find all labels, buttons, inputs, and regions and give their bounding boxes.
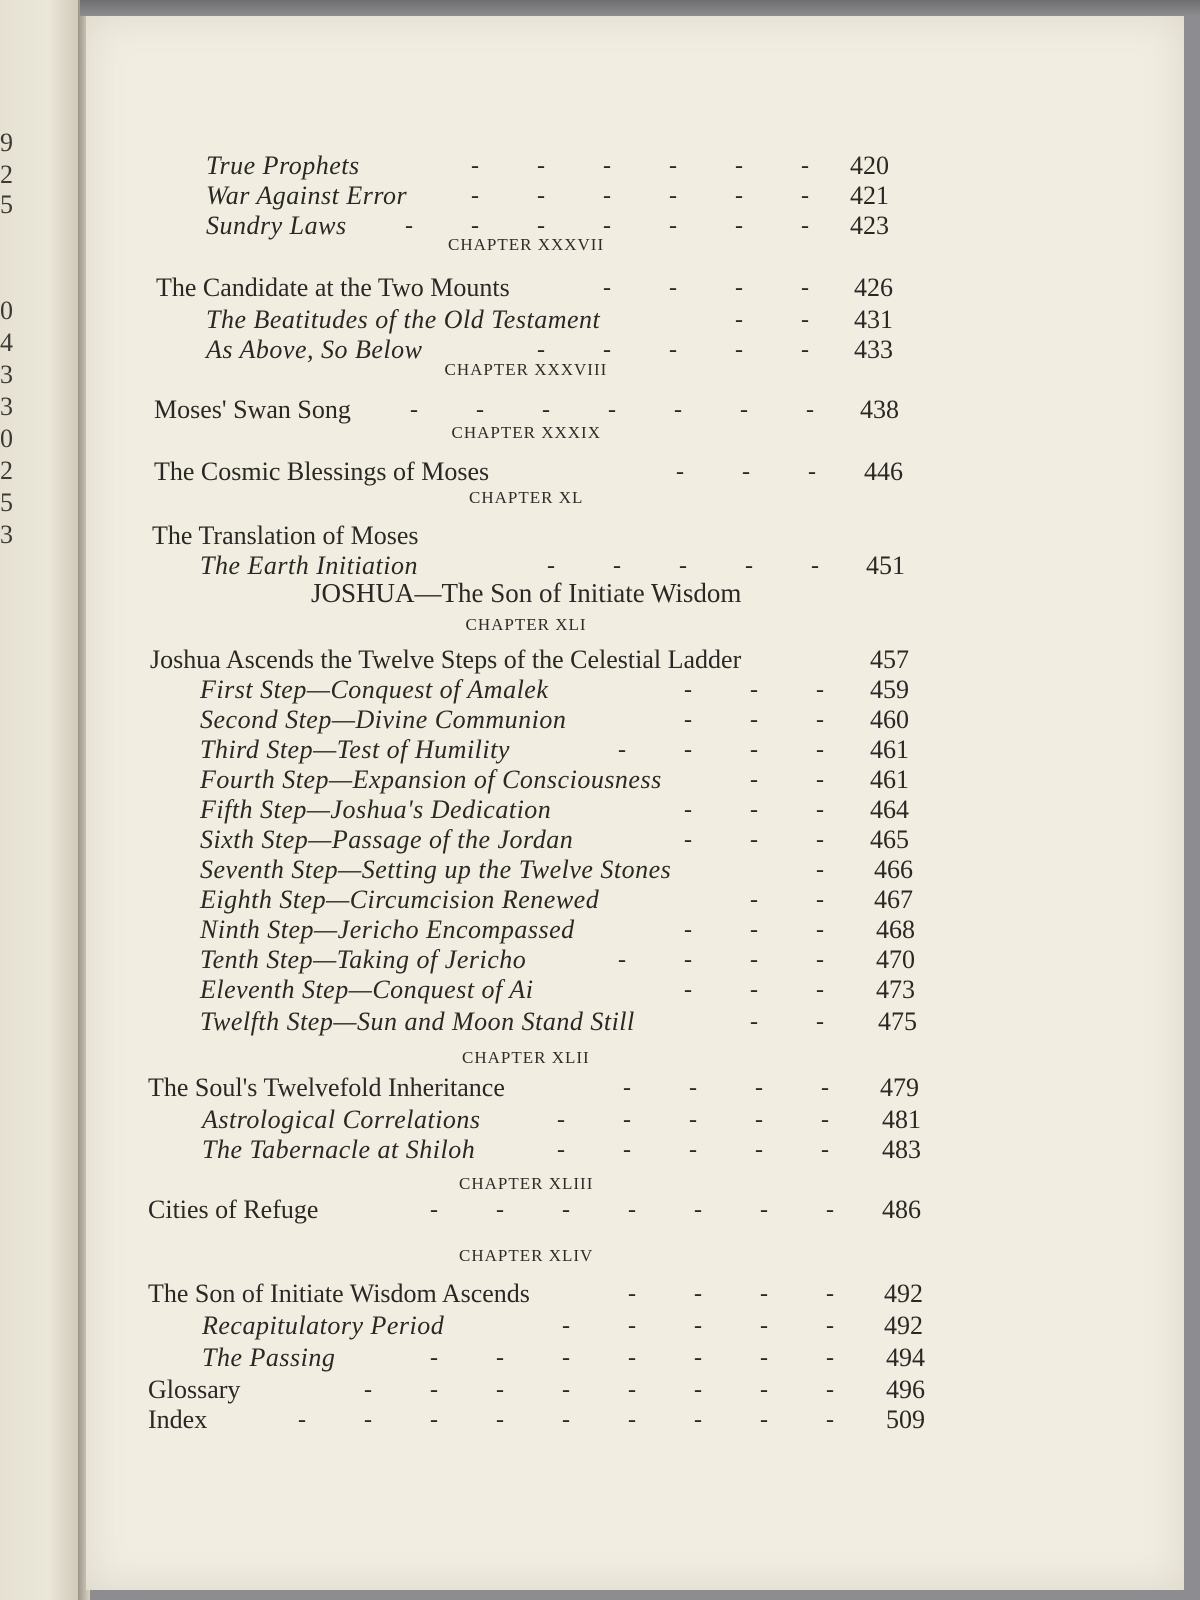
toc-entry: Fourth Step—Expansion of Consciousness - - 461: [200, 765, 909, 794]
toc-entry: War Against Error - - - - - - 421: [206, 181, 889, 210]
toc-page-number: 446: [864, 457, 903, 486]
toc-entry-title: Eighth Step—Circumcision Renewed: [200, 885, 600, 914]
toc-page-number: 426: [854, 273, 893, 302]
toc-entry: Glossary - - - - - - - - 496: [148, 1375, 925, 1404]
toc-entry-title: Sixth Step—Passage of the Jordan: [200, 825, 574, 854]
facing-page-number-fragment: 3: [0, 520, 13, 549]
toc-page-number: 431: [854, 305, 893, 334]
toc-entry-title: Astrological Correlations: [202, 1105, 481, 1134]
chapter-label: CHAPTER XXXVIII: [444, 360, 608, 379]
chapter-label: CHAPTER XLIV: [459, 1246, 594, 1265]
toc-entry-title: Fifth Step—Joshua's Dedication: [200, 795, 552, 824]
facing-page-number-fragment: 5: [0, 190, 13, 219]
section-heading: JOSHUA—The Son of Initiate Wisdom: [311, 578, 742, 608]
toc-page-number: 433: [854, 335, 893, 364]
toc-entry: Index - - - - - - - - - 509: [148, 1405, 925, 1434]
toc-entry: Sundry Laws - - - - - - - 423: [206, 211, 889, 240]
toc-page-number: 479: [880, 1073, 919, 1102]
chapter-label: CHAPTER XXXVII: [448, 235, 605, 254]
contents-page: [86, 14, 1184, 1590]
toc-page-number: 468: [876, 915, 915, 944]
facing-page-number-fragment: 5: [0, 488, 13, 517]
toc-page-number: 494: [886, 1343, 925, 1372]
toc-entry: [150, 644, 986, 676]
toc-entry-title: Recapitulatory Period: [202, 1311, 445, 1340]
toc-entry-title: Joshua Ascends the Twelve Steps of the Celestial Ladder: [150, 645, 742, 674]
toc-entry-title: Ninth Step—Jericho Encompassed: [200, 915, 575, 944]
toc-page-number: 420: [850, 151, 889, 180]
toc-entry-title: Moses' Swan Song: [154, 395, 351, 424]
toc-entry: Fifth Step—Joshua's Dedication - - - 464: [200, 795, 909, 824]
toc-entry-title: The Passing: [202, 1343, 336, 1372]
toc-entry-title: Third Step—Test of Humility: [200, 735, 510, 764]
toc-entry-title: Index: [148, 1405, 208, 1434]
toc-entry-title: Eleventh Step—Conquest of Ai: [200, 975, 534, 1004]
toc-page-number: 470: [876, 945, 915, 974]
toc-page-number: 466: [874, 855, 913, 884]
toc-entry-title: True Prophets: [206, 151, 360, 180]
toc-entry-title: The Earth Initiation: [200, 551, 418, 580]
toc-entry: True Prophets - - - - - - 420: [206, 151, 889, 180]
toc-entry: The Son of Initiate Wisdom Ascends - - - - 492: [148, 1279, 923, 1308]
chapter-label: CHAPTER XLIII: [459, 1174, 594, 1193]
toc-entry-title: The Son of Initiate Wisdom Ascends: [148, 1279, 530, 1308]
toc-page-number: 438: [860, 395, 899, 424]
toc-entry-title: War Against Error: [206, 181, 408, 210]
toc-page-number: 451: [866, 551, 905, 580]
toc-page-number: 483: [882, 1135, 921, 1164]
toc-entry: Tenth Step—Taking of Jericho - - - - 470: [200, 945, 915, 974]
toc-entry: The Tabernacle at Shiloh - - - - - 483: [202, 1135, 921, 1164]
chapter-label: CHAPTER XXXIX: [451, 423, 601, 442]
toc-entry-title: Seventh Step—Setting up the Twelve Stones: [200, 855, 672, 884]
toc-entry: Eighth Step—Circumcision Renewed - - 467: [200, 885, 913, 914]
toc-page-number: 481: [882, 1105, 921, 1134]
facing-page-edge: [0, 0, 80, 1600]
toc-entry: The Candidate at the Two Mounts - - - - 426: [156, 273, 893, 302]
chapter-label: CHAPTER XLII: [462, 1048, 590, 1067]
toc-page-number: 457: [870, 645, 909, 674]
toc-page-number: 459: [870, 675, 909, 704]
toc-entry: Ninth Step—Jericho Encompassed - - - 468: [200, 915, 915, 944]
toc-entry-title: First Step—Conquest of Amalek: [200, 675, 549, 704]
toc-entry-title: Second Step—Divine Communion: [200, 705, 567, 734]
toc-entry-title: The Candidate at the Two Mounts: [156, 273, 510, 302]
toc-page-number: 465: [870, 825, 909, 854]
facing-page-number-fragment: 4: [0, 328, 13, 357]
toc-entry: Third Step—Test of Humility - - - - 461: [200, 735, 909, 764]
toc-entry: The Cosmic Blessings of Moses - - - 446: [154, 457, 903, 486]
facing-page-number-fragment: 9: [0, 128, 13, 157]
toc-page-number: 464: [870, 795, 909, 824]
toc-entry: [152, 520, 986, 552]
toc-entry: Astrological Correlations - - - - - 481: [202, 1105, 921, 1134]
toc-page-number: 461: [870, 765, 909, 794]
toc-entry-title: The Translation of Moses: [152, 521, 419, 550]
chapter-label: CHAPTER XLI: [465, 615, 587, 634]
toc-entry: Recapitulatory Period - - - - - 492: [202, 1311, 923, 1340]
toc-page-number: 492: [884, 1311, 923, 1340]
page-top-shadow: [80, 0, 1200, 16]
facing-page-number-fragment: 0: [0, 424, 13, 453]
toc-entry-title: As Above, So Below: [206, 335, 423, 364]
facing-page-number-fragment: 2: [0, 456, 13, 485]
facing-page-number-fragment: 3: [0, 360, 13, 389]
toc-entry-title: Cities of Refuge: [148, 1195, 319, 1224]
toc-entry: Second Step—Divine Communion - - - 460: [200, 705, 909, 734]
toc-entry-title: The Tabernacle at Shiloh: [202, 1135, 476, 1164]
toc-page-number: 423: [850, 211, 889, 240]
toc-page-number: 461: [870, 735, 909, 764]
toc-entry-title: The Soul's Twelvefold Inheritance: [148, 1073, 505, 1102]
toc-entry: The Beatitudes of the Old Testament - - 431: [206, 305, 893, 334]
facing-page-number-fragment: 0: [0, 296, 13, 325]
toc-page-number: 473: [876, 975, 915, 1004]
toc-entry: Moses' Swan Song - - - - - - - 438: [154, 395, 899, 424]
toc-entry-title: Fourth Step—Expansion of Consciousness: [200, 765, 662, 794]
toc-entry: Cities of Refuge - - - - - - - 486: [148, 1195, 921, 1224]
facing-page-number-fragment: 3: [0, 392, 13, 421]
toc-page-number: 421: [850, 181, 889, 210]
chapter-label: CHAPTER XL: [469, 488, 584, 507]
toc-entry: As Above, So Below - - - - - 433: [206, 335, 893, 364]
toc-entry-title: The Cosmic Blessings of Moses: [154, 457, 490, 486]
toc-entry: Seventh Step—Setting up the Twelve Stones - 466: [200, 855, 913, 884]
toc-page-number: 496: [886, 1375, 925, 1404]
toc-entry: Sixth Step—Passage of the Jordan - - - 465: [200, 825, 909, 854]
toc-entry: Twelfth Step—Sun and Moon Stand Still - - 475: [200, 1007, 917, 1036]
toc-page-number: 486: [882, 1195, 921, 1224]
toc-entry: The Earth Initiation - - - - - 451: [200, 551, 905, 580]
toc-entry: Eleventh Step—Conquest of Ai - - - 473: [200, 975, 915, 1004]
toc-entry-title: The Beatitudes of the Old Testament: [206, 305, 601, 334]
toc-page-number: 492: [884, 1279, 923, 1308]
toc-entry: First Step—Conquest of Amalek - - - 459: [200, 675, 909, 704]
facing-page-number-fragment: 2: [0, 160, 13, 189]
toc-entry-title: Sundry Laws: [206, 211, 347, 240]
toc-page-number: 460: [870, 705, 909, 734]
toc-entry-title: Tenth Step—Taking of Jericho: [200, 945, 527, 974]
toc-page-number: 467: [874, 885, 913, 914]
toc-entry: The Soul's Twelvefold Inheritance - - - - 479: [148, 1073, 919, 1102]
toc-entry: The Passing - - - - - - - 494: [202, 1343, 925, 1372]
toc-entry-title: Glossary: [148, 1375, 241, 1404]
toc-page-number: 509: [886, 1405, 925, 1434]
toc-entry-title: Twelfth Step—Sun and Moon Stand Still: [200, 1007, 635, 1036]
toc-page-number: 475: [878, 1007, 917, 1036]
